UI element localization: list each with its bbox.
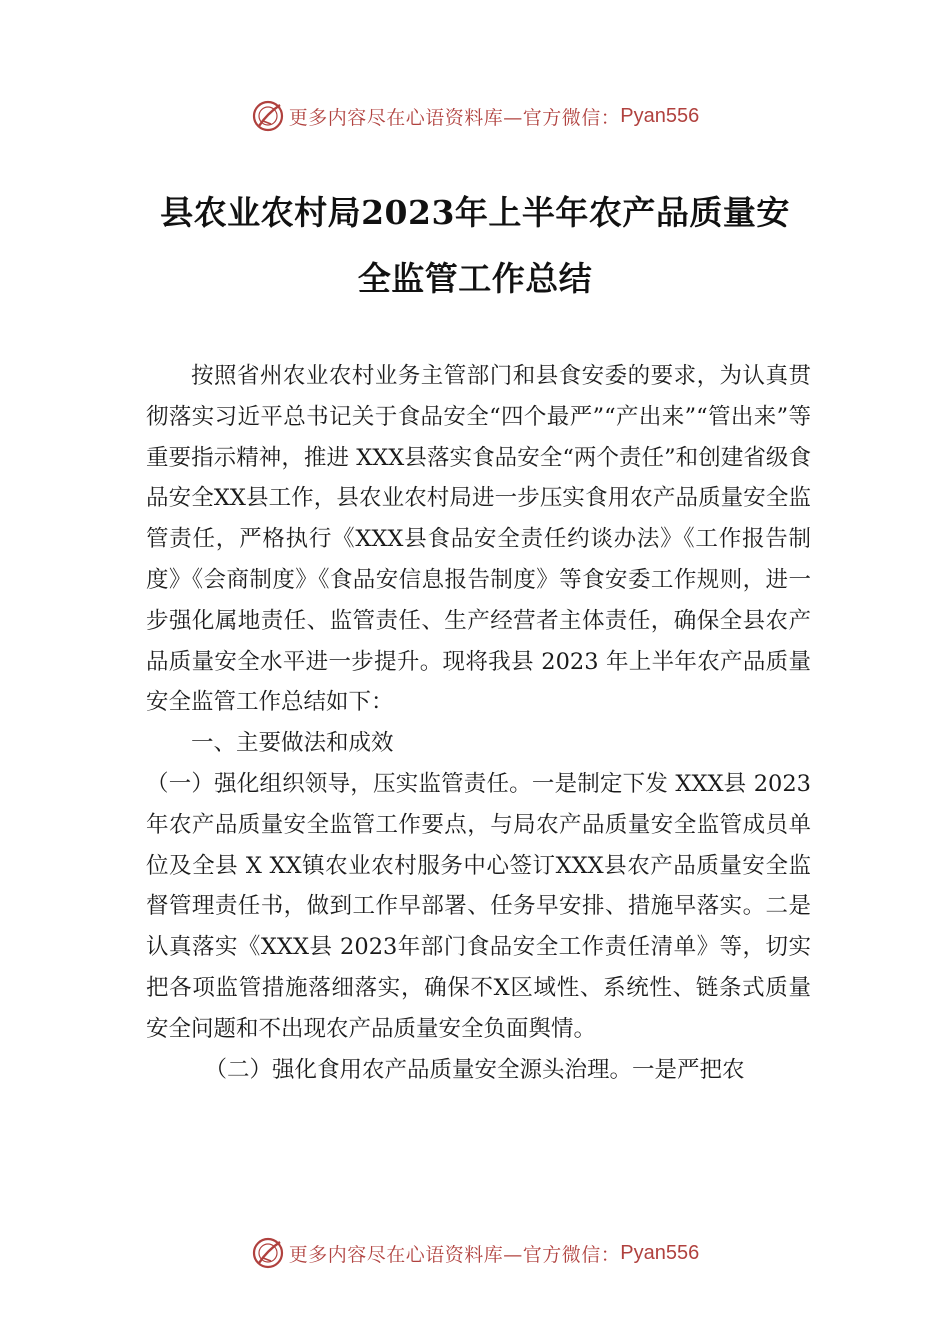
watermark-text: 更多内容尽在心语资料库—官方微信： (288, 1243, 621, 1266)
watermark-footer (0, 1233, 950, 1273)
brand-logo-icon (251, 99, 285, 133)
watermark-header (0, 96, 950, 136)
watermark-wechat-id: Pyan556 (620, 1241, 700, 1264)
watermark-text: 更多内容尽在心语资料库—官方微信： (288, 106, 621, 129)
section-heading-1: 一、主要做法和成效 (191, 730, 394, 757)
intro-paragraph: 按照省州农业农村业务主管部门和县食安委的要求，为认真贯彻落实习近平总书记关于食品安全“四个最严”“产出来”“管出来”等重要指示精神，推进 XXX县落实食品安全“两个责任”和创建省级食品安全XX县工作，县农业农村局进一步压实食用农产品质量安全监管责任，严格执行《XXX县食品安全责任约谈办法》《工作报告制度》《会商制度》《食品安信息报告制度》等食安委工作规则，进一步强化属地责任、监管责任、生产经营者主体责任，确保全县农产品质量安全水平进一步提升。现将我县 2023 年上半年农产品质量安全监管工作总结如下： (146, 363, 811, 716)
document-title (130, 180, 820, 312)
subsection-2-paragraph: （二）强化食用农产品质量安全源头治理。一是严把农 (204, 1056, 745, 1083)
watermark-wechat-id: Pyan556 (620, 104, 700, 127)
brand-logo-icon (251, 1236, 285, 1270)
title-line-1: 县农业农村局2023年上半年农产品质量安 (160, 193, 790, 232)
title-line-2: 全监管工作总结 (357, 259, 593, 298)
subsection-1-paragraph: （一）强化组织领导，压实监管责任。一是制定下发 XXX县 2023 年农产品质量安全监管工作要点，与局农产品质量安全监管成员单位及全县 X XX镇农业农村服务中心签订XXX县农产品质量安全监督管理责任书，做到工作早部署、任务早安排、措施早落实。二是认真落实《XXX县 2023年部门食品安全工作责任清单》等，切实把各项监管措施落细落实，确保不X区域性、系统性、链条式质量安全问题和不出现农产品质量安全负面舆情。 (146, 770, 811, 1042)
document-body (146, 356, 811, 1090)
